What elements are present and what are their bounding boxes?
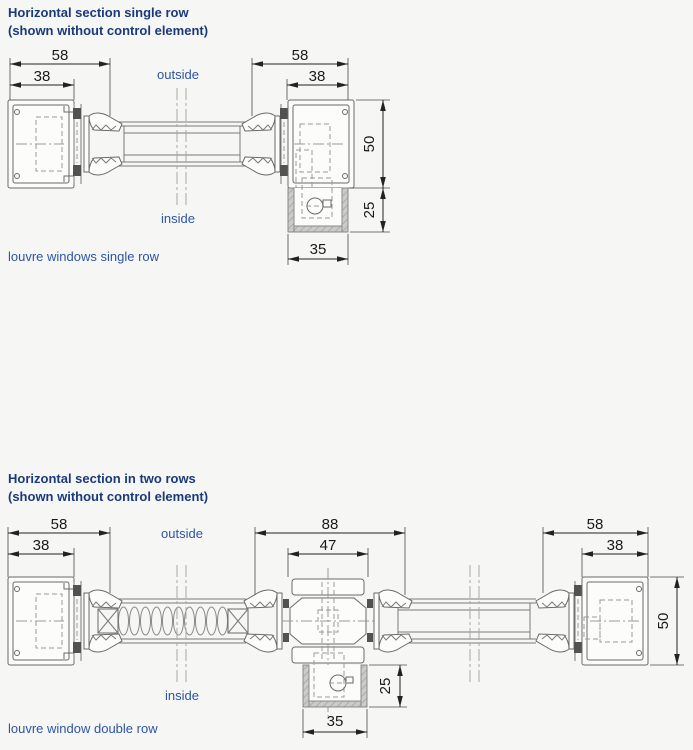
right-louvre-glass bbox=[392, 599, 536, 643]
right-louvre-clamp bbox=[242, 113, 280, 175]
diagram1-title-line1: Horizontal section single row bbox=[8, 5, 189, 20]
left-louvre-clamp bbox=[84, 113, 122, 175]
dim-depth: 50 bbox=[655, 612, 672, 630]
dim-module-inner: 47 bbox=[319, 537, 337, 554]
mullion-left-clamp bbox=[244, 590, 282, 652]
dim-channel-width: 35 bbox=[326, 713, 344, 730]
left-frame-profile bbox=[8, 577, 74, 665]
diagram1-inside-label: inside bbox=[161, 211, 195, 226]
diagram2-title-line1: Horizontal section in two rows bbox=[8, 471, 196, 486]
dim-left-inner: 38 bbox=[32, 537, 50, 554]
right-gasket bbox=[280, 104, 288, 184]
double-row-section-drawing bbox=[0, 516, 693, 750]
dim-channel-depth: 25 bbox=[377, 677, 394, 695]
diagram1-outside-label: outside bbox=[157, 67, 199, 82]
diagram1-title-line2: (shown without control element) bbox=[8, 23, 209, 38]
left-louvre-clamp bbox=[84, 590, 122, 652]
dim-left-outer: 58 bbox=[50, 516, 68, 533]
left-gasket bbox=[73, 581, 81, 661]
left-gasket bbox=[73, 104, 81, 184]
dim-channel-width: 35 bbox=[309, 241, 327, 258]
dim-channel-depth: 25 bbox=[361, 201, 378, 219]
dim-right-outer: 58 bbox=[586, 516, 604, 533]
diagram2-caption: louvre window double row bbox=[8, 721, 158, 736]
dim-right-outer: 58 bbox=[291, 47, 309, 64]
louvre-glass-rails bbox=[118, 122, 246, 166]
right-louvre-clamp bbox=[536, 590, 574, 652]
right-frame-profile bbox=[582, 577, 648, 665]
dim-right-inner: 38 bbox=[308, 68, 326, 85]
left-frame-profile bbox=[8, 100, 74, 188]
dim-depth: 50 bbox=[361, 135, 378, 153]
diagram2-outside-label: outside bbox=[161, 526, 203, 541]
dim-left-inner: 38 bbox=[33, 68, 51, 85]
dim-left-outer: 58 bbox=[51, 47, 69, 64]
right-gasket bbox=[574, 581, 582, 661]
diagram1-caption: louvre windows single row bbox=[8, 249, 160, 264]
dim-module-outer: 88 bbox=[321, 516, 339, 533]
dim-right-inner: 38 bbox=[606, 537, 624, 554]
right-frame-profile bbox=[288, 100, 354, 202]
diagram2-inside-label: inside bbox=[165, 688, 199, 703]
diagram2-title-line2: (shown without control element) bbox=[8, 489, 209, 504]
mullion-right-clamp bbox=[374, 590, 412, 652]
